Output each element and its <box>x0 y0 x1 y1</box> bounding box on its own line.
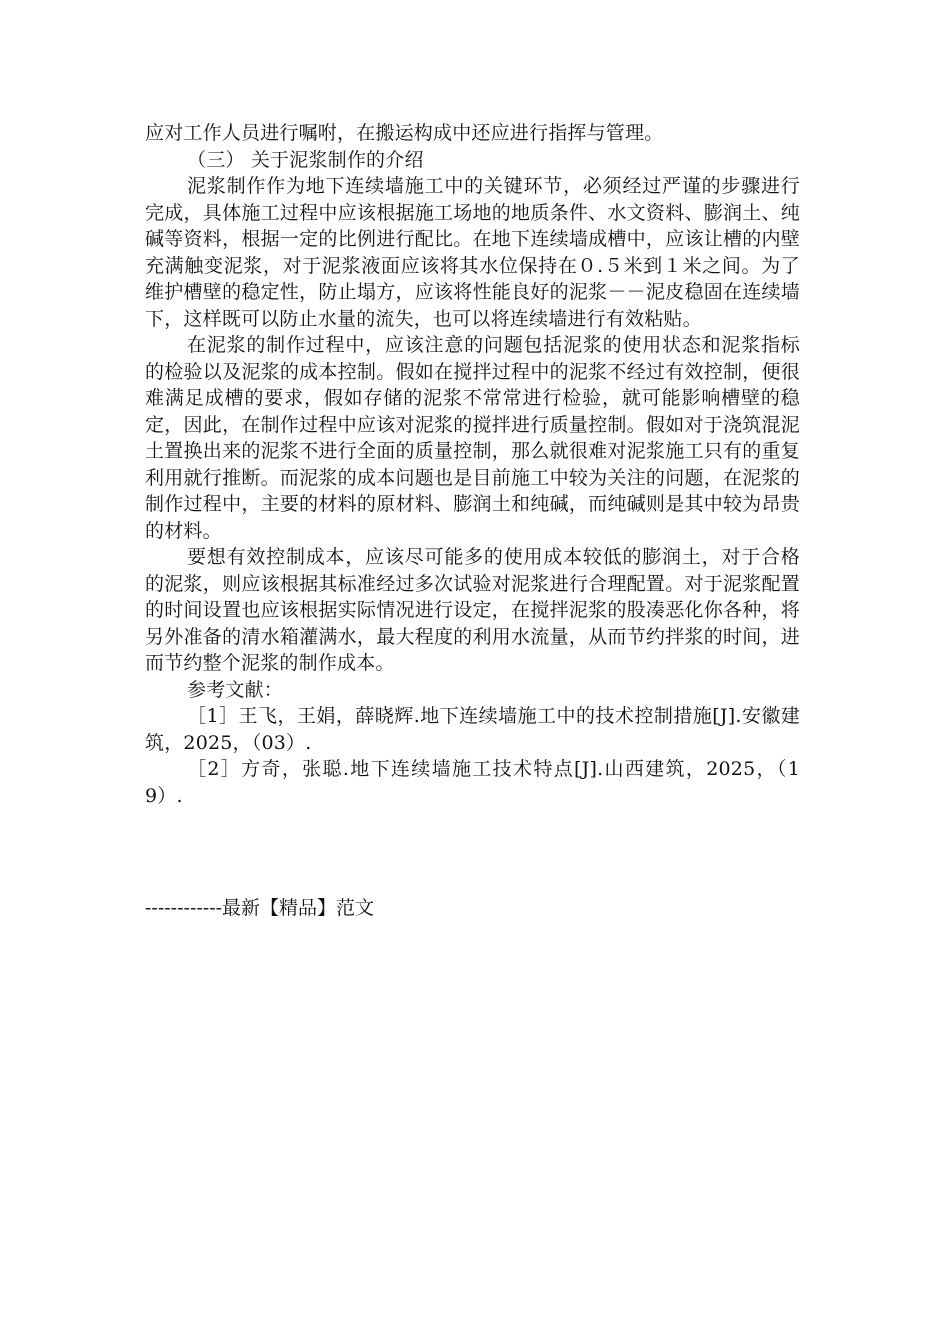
body-paragraph: 泥浆制作作为地下连续墙施工中的关键环节，必须经过严谨的步骤进行完成，具体施工过程中应该根据施工场地的地质条件、水文资料、膨润土、纯碱等资料，根据一定的比例进行配比。在地下连续墙成槽中，应该让槽的内壁充满触变泥浆，对于泥浆液面应该将其水位保持在０.５米到１米之间。为了维护槽壁的稳定性，防止塌方，应该将性能良好的泥浆－－泥皮稳固在连续墙下，这样既可以防止水量的流失，也可以将连续墙进行有效粘贴。 <box>145 175 800 330</box>
section-heading: （三） 关于泥浆制作的介绍 <box>187 148 424 171</box>
footer-text: ------------最新【精品】范文 <box>145 897 375 919</box>
document-body <box>145 120 800 809</box>
body-paragraph: 在泥浆的制作过程中，应该注意的问题包括泥浆的使用状态和泥浆指标的检验以及泥浆的成本控制。假如在搅拌过程中的泥浆不经过有效控制，便很难满足成槽的要求，假如存储的泥浆不常常进行检验，就可能影响槽壁的稳定，因此，在制作过程中应该对泥浆的搅拌进行质量控制。假如对于浇筑混泥土置换出来的泥浆不进行全面的质量控制，那么就很难对泥浆施工只有的重复利用就行推断。而泥浆的成本问题也是目前施工中较为关注的问题，在泥浆的制作过程中，主要的材料的原材料、膨润土和纯碱，而纯碱则是其中较为昂贵的材料。 <box>145 334 800 542</box>
reference-item: ［1］王飞，王娟，薛晓辉.地下连续墙施工中的技术控制措施[J].安徽建筑，2025，（03）. <box>145 705 800 754</box>
lead-line: 应对工作人员进行嘱咐，在搬运构成中还应进行指挥与管理。 <box>145 122 664 144</box>
body-paragraph: 要想有效控制成本，应该尽可能多的使用成本较低的膨润土，对于合格的泥浆，则应该根据其标准经过多次试验对泥浆进行合理配置。对于泥浆配置的时间设置也应该根据实际情况进行设定，在搅拌泥浆的股凑恶化你各种，将另外准备的清水箱灌满水，最大程度的利用水流量，从而节约拌浆的时间，进而节约整个泥浆的制作成本。 <box>145 546 800 674</box>
reference-item: ［2］方奇，张聪.地下连续墙施工技术特点[J].山西建筑，2025，（19）. <box>145 758 800 807</box>
references-label: 参考文献： <box>187 678 284 701</box>
